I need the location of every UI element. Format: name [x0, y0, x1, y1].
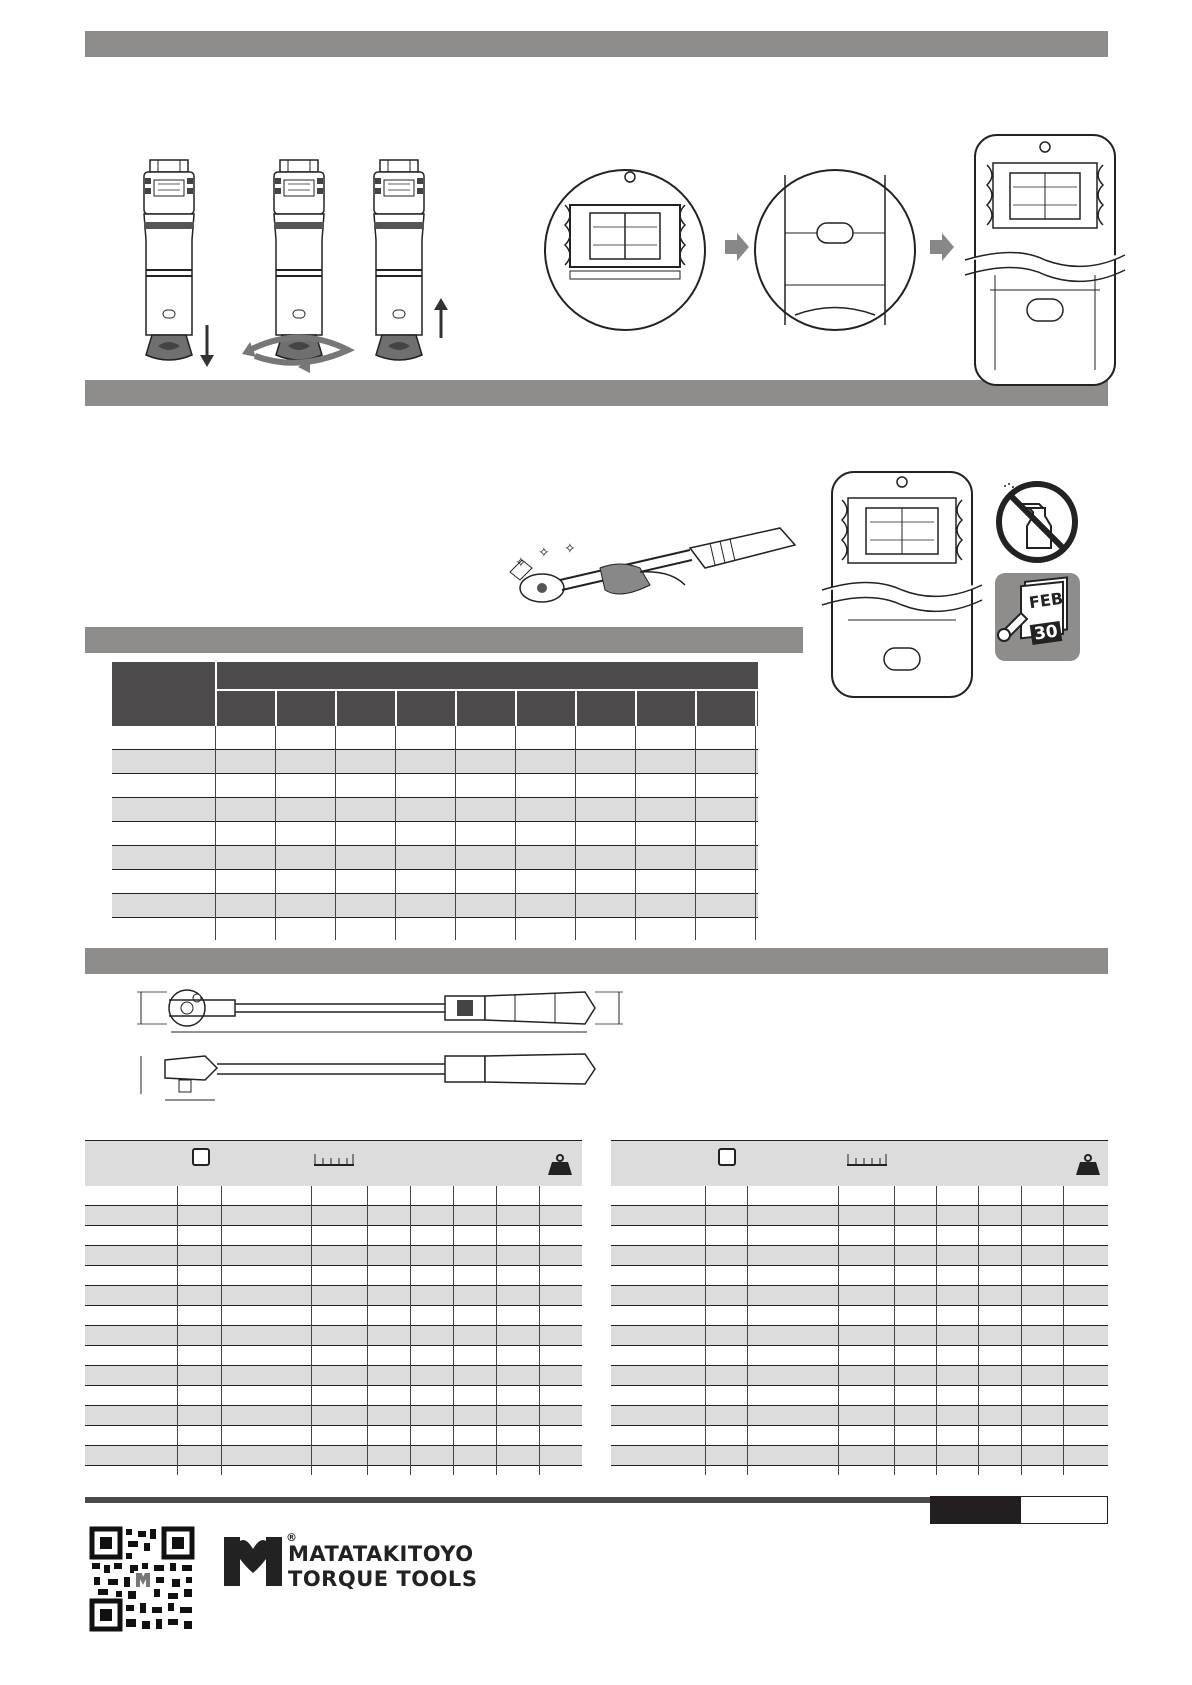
svg-text:✧: ✧ — [538, 544, 550, 560]
brand-name-line1: MATATAKITOYO — [288, 1542, 474, 1566]
wrench-dimension-drawing — [135, 982, 625, 1104]
calibration-calendar-icon — [995, 573, 1080, 661]
conversion-table-row-header — [112, 662, 215, 726]
svg-text:✧: ✧ — [564, 540, 576, 556]
footer-rule — [85, 1497, 930, 1503]
spec-table-right-cols — [611, 1186, 1108, 1475]
spec-table-left — [85, 1140, 582, 1475]
scale-window-zoom-illustration — [545, 135, 1115, 385]
conversion-table-group-header — [217, 662, 758, 689]
weight-icon — [1075, 1154, 1101, 1176]
calendar-month-label: FEB — [1027, 588, 1065, 613]
brand-name-line2: TORQUE TOOLS — [288, 1567, 478, 1591]
section-bar-1 — [85, 31, 1108, 57]
spec-table-left-cols — [85, 1186, 582, 1475]
weight-icon — [547, 1154, 573, 1176]
wrench-cleaning-illustration — [510, 510, 820, 615]
footer-tab-light — [1020, 1496, 1108, 1524]
footer-tab-dark — [930, 1496, 1020, 1524]
conversion-table — [112, 662, 758, 940]
spec-table-right — [611, 1140, 1108, 1475]
svg-text:✧: ✧ — [515, 554, 527, 570]
handle-lock-steps-illustration — [130, 160, 460, 375]
drive-square-icon — [192, 1148, 210, 1166]
scale-ruler-icon — [313, 1150, 355, 1166]
section-bar-3 — [85, 627, 803, 653]
no-spray-cleaner-icon — [993, 478, 1081, 566]
section-bar-4 — [85, 948, 1108, 974]
qr-code — [90, 1527, 194, 1631]
calendar-day-label: 30 — [1030, 621, 1062, 645]
storage-case-illustration — [830, 470, 975, 700]
conversion-table-column-headers — [217, 691, 758, 726]
scale-ruler-icon — [846, 1150, 888, 1166]
brand-logo-mark — [224, 1537, 282, 1586]
conversion-table-column-dividers — [215, 726, 758, 940]
drive-square-icon — [718, 1148, 736, 1166]
registered-mark: ® — [286, 1531, 298, 1544]
